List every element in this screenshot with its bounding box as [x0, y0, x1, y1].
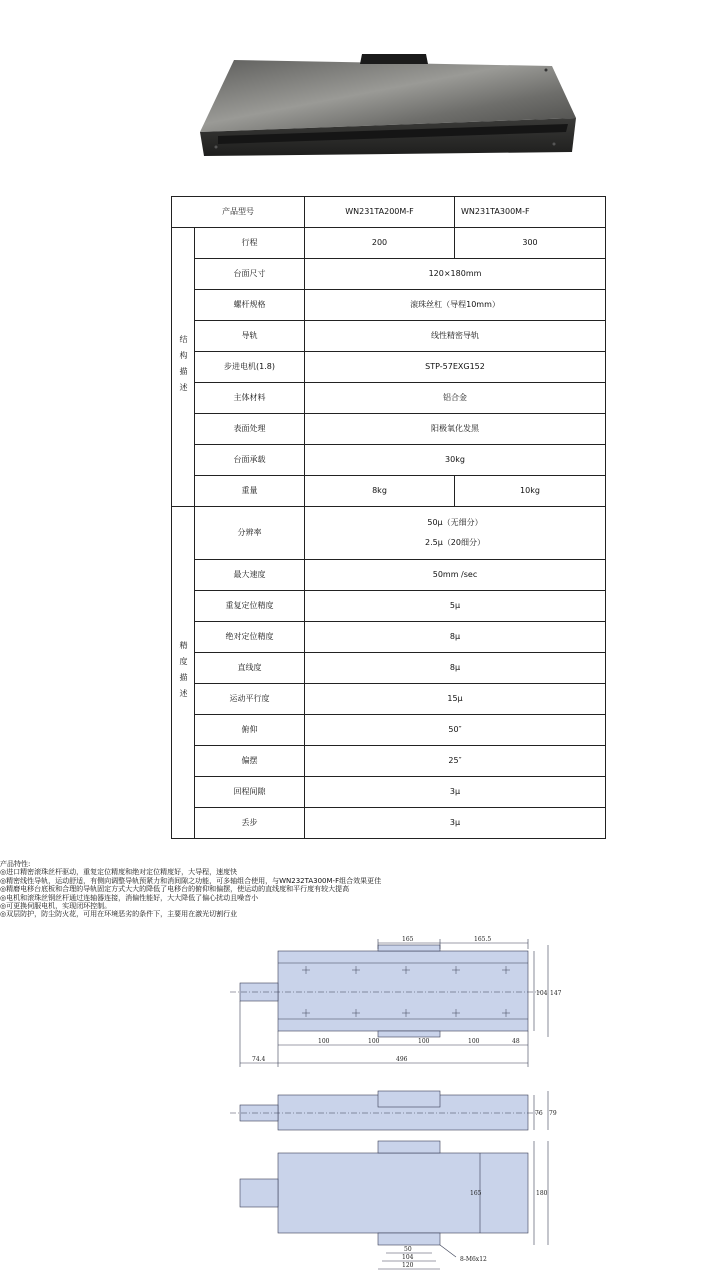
row-label: 重量 — [195, 476, 305, 507]
row-label: 重复定位精度 — [195, 591, 305, 622]
row-label: 台面承载 — [195, 445, 305, 476]
dim-100: 100 — [368, 1038, 380, 1045]
bottom-view-body — [278, 1153, 528, 1233]
dim-496: 496 — [396, 1056, 408, 1063]
table-row — [172, 591, 606, 622]
row-value: 铝合金 — [305, 383, 606, 414]
model-a: WN231TA200M-F — [305, 197, 455, 228]
row-label: 最大速度 — [195, 560, 305, 591]
row-value: 线性精密导轨 — [305, 321, 606, 352]
table-row — [172, 290, 606, 321]
row-label: 台面尺寸 — [195, 259, 305, 290]
table-row — [172, 321, 606, 352]
table-row — [172, 383, 606, 414]
row-value-a: 200 — [305, 228, 455, 259]
features-section — [0, 860, 722, 919]
row-label: 导轨 — [195, 321, 305, 352]
group-structure-label: 结构描述 — [172, 228, 195, 507]
row-label: 表面处理 — [195, 414, 305, 445]
dim-165-vertical: 165 — [470, 1190, 482, 1197]
dim-100: 100 — [318, 1038, 330, 1045]
dim-147: 147 — [550, 990, 562, 997]
resolution-line-2: 2.5μ（20细分） — [425, 538, 485, 547]
table-row — [172, 507, 606, 560]
resolution-line-1: 50μ（无细分） — [427, 518, 483, 527]
dim-165: 165 — [402, 936, 414, 943]
dim-1655: 165.5 — [474, 936, 492, 943]
table-row — [172, 560, 606, 591]
row-value: 50mm /sec — [305, 560, 606, 591]
table-row — [172, 684, 606, 715]
row-value: 滚珠丝杠（导程10mm） — [305, 290, 606, 321]
row-label: 俯仰 — [195, 715, 305, 746]
group-precision-label: 精度描述 — [172, 507, 195, 839]
row-value: 50″ — [305, 715, 606, 746]
feature-item: ◎进口精密滚珠丝杆驱动，重复定位精度和绝对定位精度好，大导程，速度快 — [0, 868, 238, 877]
dim-79: 79 — [549, 1110, 557, 1117]
row-label: 运动平行度 — [195, 684, 305, 715]
row-value-a: 8kg — [305, 476, 455, 507]
table-row — [172, 715, 606, 746]
dim-104: 104 — [536, 990, 548, 997]
row-value-b: 10kg — [455, 476, 606, 507]
row-label: 回程间隙 — [195, 777, 305, 808]
row-label: 绝对定位精度 — [195, 622, 305, 653]
row-value: STP-57EXG152 — [305, 352, 606, 383]
feature-item: ◎精密线性导轨，运动舒适，有侧向调整导轨预紧力和消间隙之功能，可多轴组合使用，与WN232TA300M-F组合效果更佳 — [0, 876, 382, 885]
row-label: 分辨率 — [195, 507, 305, 560]
row-value: 5μ — [305, 591, 606, 622]
dim-100: 100 — [418, 1038, 430, 1045]
model-b: WN231TA300M-F — [455, 197, 606, 228]
row-value: 25″ — [305, 746, 606, 777]
dim-100: 100 — [468, 1038, 480, 1045]
table-row — [172, 746, 606, 777]
row-value: 阳极氧化发黑 — [305, 414, 606, 445]
row-label: 偏摆 — [195, 746, 305, 777]
dim-120: 120 — [402, 1262, 414, 1269]
table-row — [172, 808, 606, 839]
row-value: 120×180mm — [305, 259, 606, 290]
table-row — [172, 414, 606, 445]
feature-item: ◎可更换伺服电机，实现闭环控制。 — [0, 901, 112, 910]
table-row — [172, 445, 606, 476]
row-label: 螺杆规格 — [195, 290, 305, 321]
row-label: 行程 — [195, 228, 305, 259]
dim-76: 76 — [535, 1110, 543, 1117]
feature-item: ◎电机和滚珠丝钢丝杆通过连轴器连接，消偏性能好，大大降低了偏心扰动且噪音小 — [0, 893, 259, 902]
row-value: 3μ — [305, 808, 606, 839]
table-row — [172, 653, 606, 684]
row-label: 丢步 — [195, 808, 305, 839]
dim-180: 180 — [536, 1190, 548, 1197]
row-value — [305, 507, 606, 560]
table-row — [172, 259, 606, 290]
row-label: 直线度 — [195, 653, 305, 684]
dim-holes: 8-M6x12 — [460, 1256, 487, 1263]
spec-table — [171, 196, 606, 839]
table-row — [172, 476, 606, 507]
dim-50: 50 — [404, 1246, 412, 1253]
row-value: 8μ — [305, 653, 606, 684]
table-row — [172, 228, 606, 259]
dimension-drawing — [230, 936, 562, 1275]
header-row — [172, 197, 606, 228]
dim-104b: 104 — [402, 1254, 414, 1261]
row-value: 8μ — [305, 622, 606, 653]
features-title: 产品特性: — [0, 860, 31, 868]
row-label: 步进电机(1.8) — [195, 352, 305, 383]
dim-744: 74.4 — [252, 1056, 266, 1063]
motor-bottom — [240, 1179, 278, 1207]
feature-item: ◎双层防护，防尘防火花，可用在环境恶劣的条件下，主要用在激光切割行业 — [0, 910, 238, 919]
table-row — [172, 622, 606, 653]
feature-item: ◎精磨电移台底板和合理的导轨固定方式大大的降低了电移台的俯仰和偏摆，使运动的直线度和平行度有较大提高 — [0, 885, 350, 894]
row-value: 3μ — [305, 777, 606, 808]
product-photo — [196, 52, 580, 162]
row-value-b: 300 — [455, 228, 606, 259]
row-label: 主体材料 — [195, 383, 305, 414]
dim-48: 48 — [512, 1038, 520, 1045]
table-row — [172, 777, 606, 808]
row-value: 15μ — [305, 684, 606, 715]
model-header-label: 产品型号 — [172, 197, 305, 228]
table-row — [172, 352, 606, 383]
row-value: 30kg — [305, 445, 606, 476]
